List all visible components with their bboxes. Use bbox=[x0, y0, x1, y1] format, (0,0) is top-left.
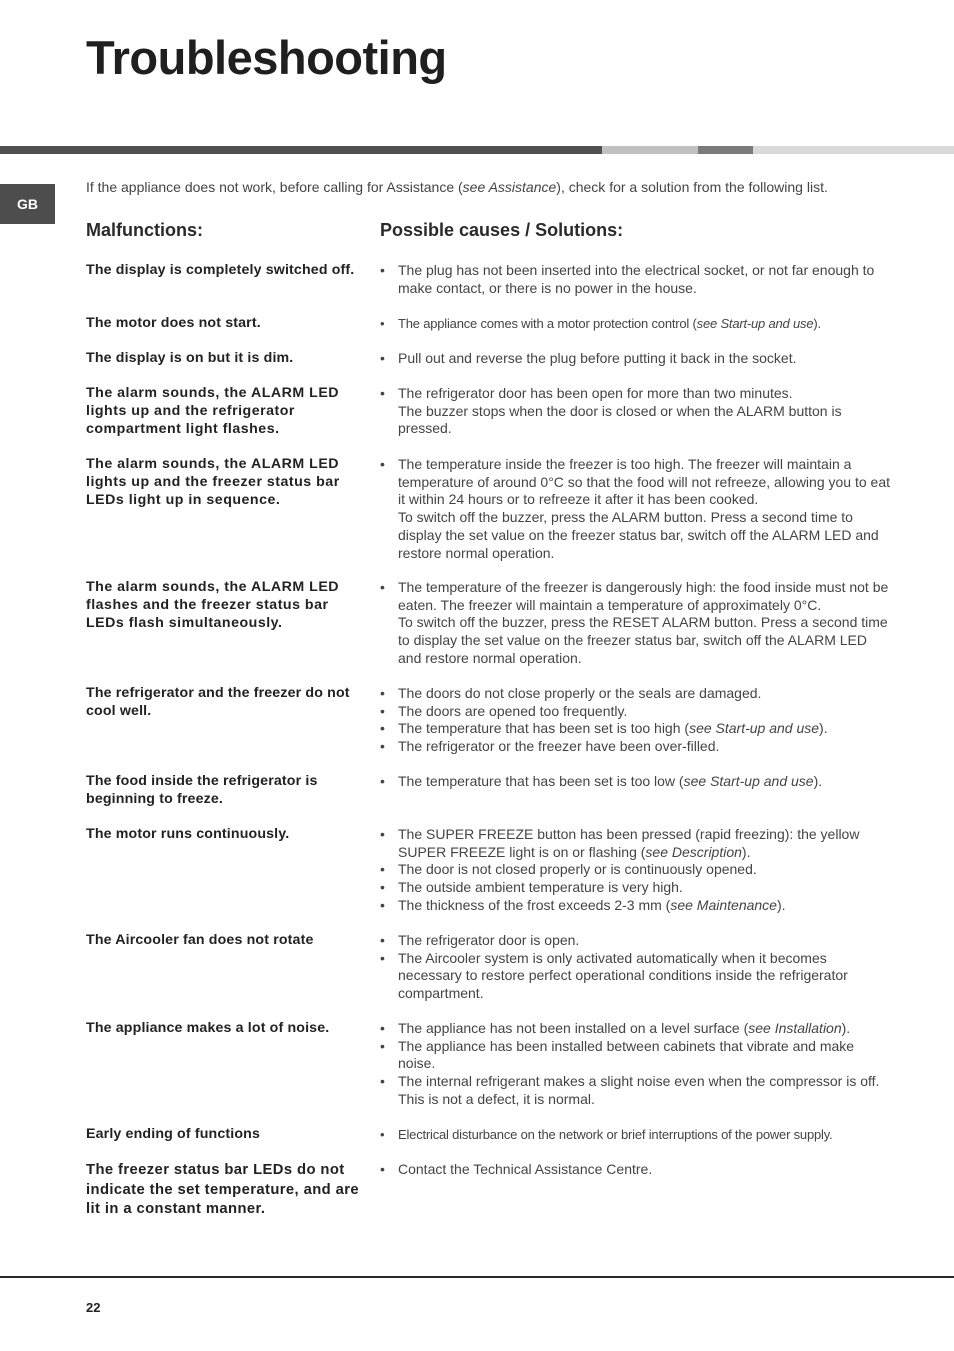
solution-item bbox=[380, 897, 892, 915]
section-reference: see Description bbox=[645, 843, 742, 860]
malfunction-label: The refrigerator and the freezer do not cool well. bbox=[86, 685, 350, 719]
language-tab: GB bbox=[0, 184, 55, 224]
malfunction-label: The freezer status bar LEDs do not indicate the set temperature, and are lit in a constant manner. bbox=[86, 1162, 360, 1217]
intro-text-end: ), check for a solution from the following list. bbox=[556, 179, 828, 195]
solution-text-end: ). bbox=[741, 843, 751, 860]
malfunction-label: The motor does not start. bbox=[86, 315, 261, 331]
solution-text: The SUPER FREEZE button has been pressed (rapid freezing): the yellow SUPER FREEZE light is on or flashing ( bbox=[398, 826, 860, 860]
solution-item bbox=[380, 456, 892, 562]
solution-list bbox=[380, 350, 892, 368]
solution-item bbox=[380, 861, 892, 879]
solution-item bbox=[380, 720, 892, 738]
header-bar-dark bbox=[0, 146, 602, 154]
section-reference: see Start-up and use bbox=[696, 316, 814, 331]
solution-item bbox=[380, 773, 892, 791]
solution-text: The appliance has been installed between cabinets that vibrate and make noise. bbox=[398, 1037, 855, 1072]
solution-item bbox=[380, 1020, 892, 1038]
solution-list bbox=[380, 579, 892, 668]
malfunction-label: The alarm sounds, the ALARM LED lights up and the freezer status bar LEDs light up in sequence. bbox=[86, 456, 340, 508]
solution-item bbox=[380, 350, 892, 368]
solution-item bbox=[380, 1161, 892, 1179]
solution-text: The temperature inside the freezer is too high. The freezer will maintain a temperature of around 0°C so that the food will not refreeze, allowing you to eat it within 24 hours or to refreeze it after it has been cooked. bbox=[398, 456, 890, 508]
malfunction-label: The food inside the refrigerator is beginning to freeze. bbox=[86, 773, 318, 807]
solution-item bbox=[380, 950, 892, 1003]
solution-item bbox=[380, 1126, 892, 1144]
solution-item bbox=[380, 703, 892, 721]
header-bar-light bbox=[602, 146, 698, 154]
solution-list bbox=[380, 1161, 892, 1179]
solutions-heading: Possible causes / Solutions: bbox=[380, 220, 624, 240]
solution-list bbox=[380, 826, 892, 915]
malfunctions-heading: Malfunctions: bbox=[86, 220, 203, 240]
solution-text: The Aircooler system is only activated automatically when it becomes necessary to restore perfect operational conditions inside the refrigerator compartment. bbox=[398, 949, 848, 1002]
solution-text: The temperature that has been set is too high ( bbox=[398, 720, 690, 737]
malfunction-label: The alarm sounds, the ALARM LED lights up and the refrigerator compartment light flashes. bbox=[86, 385, 340, 437]
page-title: Troubleshooting bbox=[86, 31, 447, 84]
solution-item bbox=[380, 1038, 892, 1073]
malfunction-label: The appliance makes a lot of noise. bbox=[86, 1020, 330, 1036]
solution-item bbox=[380, 1073, 892, 1108]
footer-rule bbox=[0, 1276, 954, 1278]
solution-item bbox=[380, 315, 892, 333]
solution-text: The temperature that has been set is too low ( bbox=[398, 773, 684, 789]
assistance-reference: see Assistance bbox=[462, 179, 557, 195]
section-reference: see Start-up and use bbox=[689, 720, 820, 737]
solution-text: The doors are opened too frequently. bbox=[398, 702, 628, 719]
solution-item bbox=[380, 879, 892, 897]
solution-text-end: ). bbox=[813, 316, 821, 331]
solution-item bbox=[380, 385, 892, 438]
solution-text-continued: The buzzer stops when the door is closed or when the ALARM button is pressed. bbox=[398, 402, 842, 437]
solution-text: The temperature of the freezer is dangerously high: the food inside must not be eaten. The freezer will maintain a temperature of approximately 0°C. bbox=[398, 579, 889, 613]
solution-list bbox=[380, 315, 892, 333]
solution-text: The thickness of the frost exceeds 2-3 mm ( bbox=[398, 896, 671, 913]
malfunction-label: The alarm sounds, the ALARM LED flashes and the freezer status bar LEDs flash simultaneously. bbox=[86, 579, 340, 631]
solution-text-continued: To switch off the buzzer, press the RESET ALARM button. Press a second time to display the set value on the freezer status bar, switch off the ALARM LED and restore normal operation. bbox=[398, 614, 888, 666]
solution-list bbox=[380, 262, 892, 297]
solution-text: The appliance comes with a motor protection control ( bbox=[398, 316, 697, 331]
solution-text: The appliance has not been installed on a level surface ( bbox=[398, 1020, 749, 1036]
solution-list bbox=[380, 932, 892, 1003]
page-number: 22 bbox=[86, 1300, 101, 1315]
solution-item bbox=[380, 826, 892, 861]
malfunction-label: The motor runs continuously. bbox=[86, 826, 290, 842]
section-reference: see Installation bbox=[748, 1020, 842, 1036]
intro-text bbox=[86, 179, 906, 196]
solution-text: The refrigerator door has been open for more than two minutes. bbox=[398, 385, 793, 401]
solution-text: The refrigerator or the freezer have been over-filled. bbox=[398, 738, 720, 755]
solution-text: The outside ambient temperature is very high. bbox=[398, 879, 683, 896]
solution-text: Pull out and reverse the plug before putting it back in the socket. bbox=[398, 350, 797, 366]
intro-text-start: If the appliance does not work, before calling for Assistance ( bbox=[86, 179, 463, 195]
solution-text: The refrigerator door is open. bbox=[398, 932, 580, 948]
solution-text: Contact the Technical Assistance Centre. bbox=[398, 1161, 653, 1177]
solution-list bbox=[380, 1126, 892, 1144]
solution-text: The door is not closed properly or is continuously opened. bbox=[398, 861, 757, 878]
section-reference: see Maintenance bbox=[670, 896, 777, 913]
solution-item bbox=[380, 685, 892, 703]
solution-text-end: ). bbox=[819, 720, 828, 737]
solution-list bbox=[380, 456, 892, 562]
section-reference: see Start-up and use bbox=[683, 773, 814, 789]
malfunction-label: The display is on but it is dim. bbox=[86, 350, 294, 366]
solution-list bbox=[380, 685, 892, 756]
solution-text: The plug has not been inserted into the electrical socket, or not far enough to make contact, or there is no power in the house. bbox=[398, 262, 875, 296]
header-bar-mid bbox=[698, 146, 753, 154]
solution-text: The doors do not close properly or the seals are damaged. bbox=[398, 685, 762, 701]
solution-text-end: ). bbox=[776, 896, 786, 913]
solution-list bbox=[380, 1020, 892, 1109]
solution-text-continued: To switch off the buzzer, press the ALARM button. Press a second time to display the set value on the freezer status bar, switch off the ALARM LED and restore normal operation. bbox=[398, 509, 879, 561]
solution-text-end: ). bbox=[813, 773, 823, 789]
solution-item bbox=[380, 932, 892, 950]
solution-item bbox=[380, 738, 892, 756]
solution-text-end: ). bbox=[841, 1020, 851, 1036]
solution-item bbox=[380, 579, 892, 668]
solution-list bbox=[380, 773, 892, 791]
malfunction-label: The display is completely switched off. bbox=[86, 262, 355, 278]
header-bar-pale bbox=[753, 146, 954, 154]
solution-item bbox=[380, 262, 892, 297]
malfunction-label: The Aircooler fan does not rotate bbox=[86, 932, 314, 948]
solution-text: The internal refrigerant makes a slight noise even when the compressor is off. This is not a defect, it is normal. bbox=[398, 1073, 880, 1107]
solution-list bbox=[380, 385, 892, 438]
malfunction-label: Early ending of functions bbox=[86, 1126, 261, 1142]
solution-text: Electrical disturbance on the network or brief interruptions of the power supply. bbox=[398, 1127, 833, 1142]
